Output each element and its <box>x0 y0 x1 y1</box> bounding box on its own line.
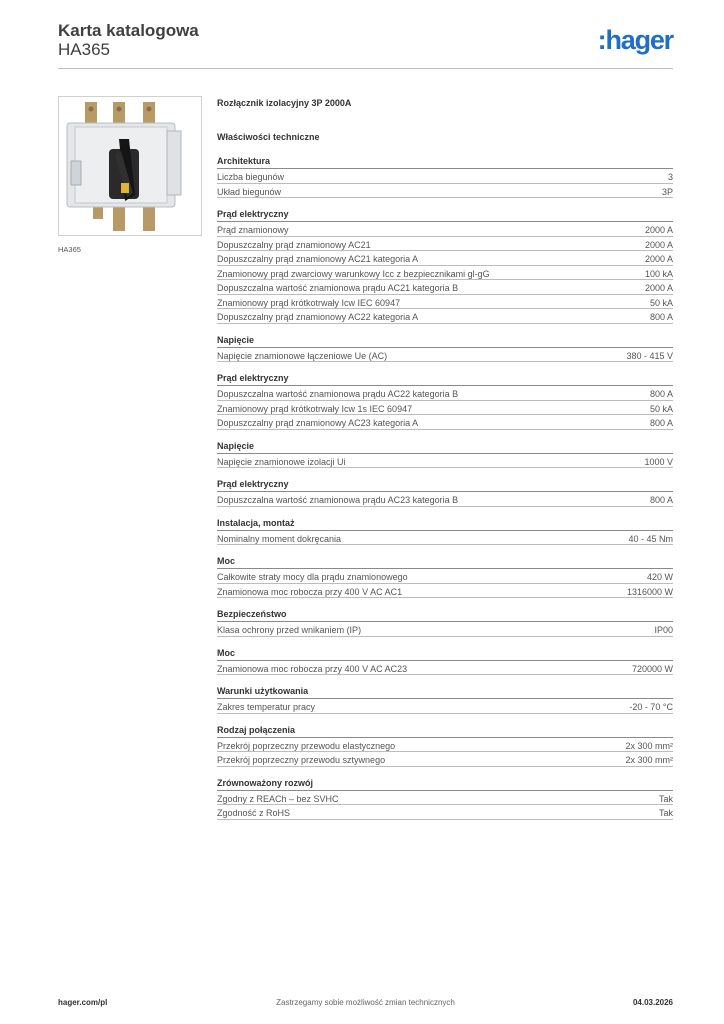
spec-value: 800 A <box>649 389 673 399</box>
spec-section <box>217 685 673 714</box>
spec-label: Znamionowa moc robocza przy 400 V AC AC23 <box>217 663 408 674</box>
spec-value: 3P <box>661 186 673 197</box>
spec-label: Nominalny moment dokręcania <box>217 533 342 544</box>
section-title: Prąd elektryczny <box>217 208 673 222</box>
spec-label: Przekrój poprzeczny przewodu elastycznego <box>217 740 396 751</box>
spec-row <box>217 569 673 584</box>
page-header <box>58 20 673 68</box>
spec-row <box>217 805 673 820</box>
spec-row <box>217 348 673 363</box>
spec-section <box>217 155 673 198</box>
section-title: Prąd elektryczny <box>217 372 673 386</box>
spec-row <box>217 401 673 416</box>
spec-label: Prąd znamionowy <box>217 225 289 235</box>
spec-section <box>217 777 673 820</box>
spec-row <box>217 492 673 507</box>
spec-row <box>217 184 673 199</box>
spec-value: -20 - 70 °C <box>629 702 673 712</box>
spec-value: 380 - 415 V <box>626 350 673 361</box>
specification-panel <box>217 96 673 830</box>
spec-value: 800 A <box>649 312 673 322</box>
spec-label: Znamionowy prąd krótkotrwały Icw 1s IEC 60947 <box>217 403 413 414</box>
spec-value: 2x 300 mm² <box>625 740 673 751</box>
spec-value: Tak <box>658 808 673 818</box>
spec-value: 50 kA <box>649 297 673 308</box>
spec-row <box>217 295 673 310</box>
section-title: Architektura <box>217 155 673 169</box>
spec-value: 800 A <box>649 495 673 505</box>
document-title: Karta katalogowa <box>58 21 199 40</box>
section-title: Rodzaj połączenia <box>217 724 673 738</box>
header-divider <box>58 68 673 69</box>
section-title: Moc <box>217 555 673 569</box>
spec-label: Dopuszczalny prąd znamionowy AC23 kategoria A <box>217 418 419 428</box>
spec-label: Zgodny z REACh – bez SVHC <box>217 793 339 804</box>
spec-section <box>217 647 673 676</box>
spec-value: 2000 A <box>644 283 673 293</box>
spec-row <box>217 584 673 599</box>
spec-row <box>217 169 673 184</box>
spec-label: Znamionowy prąd krótkotrwały Icw IEC 60947 <box>217 297 401 308</box>
spec-sections <box>217 155 673 820</box>
spec-value: 1000 V <box>644 456 673 467</box>
section-title: Zrównoważony rozwój <box>217 777 673 791</box>
spec-row <box>217 699 673 714</box>
spec-label: Dopuszczalna wartość znamionowa prądu AC21 kategoria B <box>217 283 459 293</box>
spec-row <box>217 386 673 401</box>
spec-row <box>217 266 673 281</box>
spec-label: Znamionowy prąd zwarciowy warunkowy Icc z bezpiecznikami gl-gG <box>217 268 490 279</box>
spec-label: Napięcie znamionowe łączeniowe Ue (AC) <box>217 350 388 361</box>
spec-row <box>217 222 673 237</box>
spec-value: Tak <box>658 793 673 804</box>
page-footer <box>58 998 673 1010</box>
technical-properties-title: Właściwości techniczne <box>217 132 320 142</box>
spec-row <box>217 738 673 753</box>
section-title: Napięcie <box>217 334 673 348</box>
spec-row <box>217 280 673 295</box>
hager-logo: :hager <box>597 25 673 55</box>
spec-value: 2000 A <box>644 239 673 250</box>
spec-value: 720000 W <box>631 663 673 674</box>
spec-row <box>217 622 673 637</box>
product-name: Rozłącznik izolacyjny 3P 2000A <box>217 98 352 108</box>
spec-section <box>217 372 673 430</box>
section-title: Warunki użytkowania <box>217 685 673 699</box>
spec-label: Znamionowa moc robocza przy 400 V AC AC1 <box>217 586 403 597</box>
spec-value: 3 <box>667 172 673 182</box>
spec-value: 2000 A <box>644 225 673 235</box>
spec-label: Dopuszczalny prąd znamionowy AC21 <box>217 239 371 250</box>
footer-website: hager.com/pl <box>58 998 108 1007</box>
section-title: Moc <box>217 647 673 661</box>
footer-disclaimer: Zastrzegamy sobie możliwość zmian technicznych <box>276 998 455 1007</box>
spec-row <box>217 237 673 252</box>
section-title: Prąd elektryczny <box>217 478 673 492</box>
spec-label: Liczba biegunów <box>217 172 285 182</box>
spec-section <box>217 555 673 598</box>
spec-label: Całkowite straty mocy dla prądu znamionowego <box>217 572 408 582</box>
spec-label: Dopuszczalny prąd znamionowy AC21 kategoria A <box>217 254 419 264</box>
footer-date: 04.03.2026 <box>632 998 673 1007</box>
spec-section <box>217 608 673 637</box>
product-image <box>58 96 202 236</box>
spec-label: Zgodność z RoHS <box>217 808 291 818</box>
spec-label: Dopuszczalna wartość znamionowa prądu AC23 kategoria B <box>217 495 459 505</box>
spec-section <box>217 517 673 546</box>
spec-label: Zakres temperatur pracy <box>217 702 316 712</box>
spec-value: 420 W <box>646 572 673 582</box>
spec-label: Napięcie znamionowe izolacji Ui <box>217 456 346 467</box>
spec-row <box>217 309 673 324</box>
switch-disconnector-illustration <box>59 97 201 235</box>
product-code: HA365 <box>58 40 110 59</box>
spec-value: 1316000 W <box>626 586 673 597</box>
spec-row <box>217 531 673 546</box>
spec-row <box>217 791 673 806</box>
image-caption: HA365 <box>58 245 81 254</box>
spec-value: IP00 <box>654 625 673 635</box>
spec-row <box>217 415 673 430</box>
spec-label: Dopuszczalna wartość znamionowa prądu AC22 kategoria B <box>217 389 459 399</box>
spec-section <box>217 440 673 469</box>
section-title: Instalacja, montaż <box>217 517 673 531</box>
spec-value: 40 - 45 Nm <box>628 533 673 544</box>
spec-value: 2000 A <box>644 254 673 264</box>
spec-value: 100 kA <box>644 268 673 279</box>
spec-row <box>217 752 673 767</box>
spec-section <box>217 334 673 363</box>
spec-section <box>217 724 673 767</box>
spec-section <box>217 478 673 507</box>
spec-value: 800 A <box>649 418 673 428</box>
spec-label: Układ biegunów <box>217 186 282 197</box>
spec-label: Przekrój poprzeczny przewodu sztywnego <box>217 755 386 765</box>
spec-row <box>217 251 673 266</box>
section-title: Bezpieczeństwo <box>217 608 673 622</box>
spec-value: 2x 300 mm² <box>625 755 673 765</box>
section-title: Napięcie <box>217 440 673 454</box>
spec-section <box>217 208 673 324</box>
spec-row <box>217 454 673 469</box>
spec-value: 50 kA <box>649 403 673 414</box>
spec-row <box>217 661 673 676</box>
spec-label: Dopuszczalny prąd znamionowy AC22 kategoria A <box>217 312 419 322</box>
spec-label: Klasa ochrony przed wnikaniem (IP) <box>217 625 362 635</box>
